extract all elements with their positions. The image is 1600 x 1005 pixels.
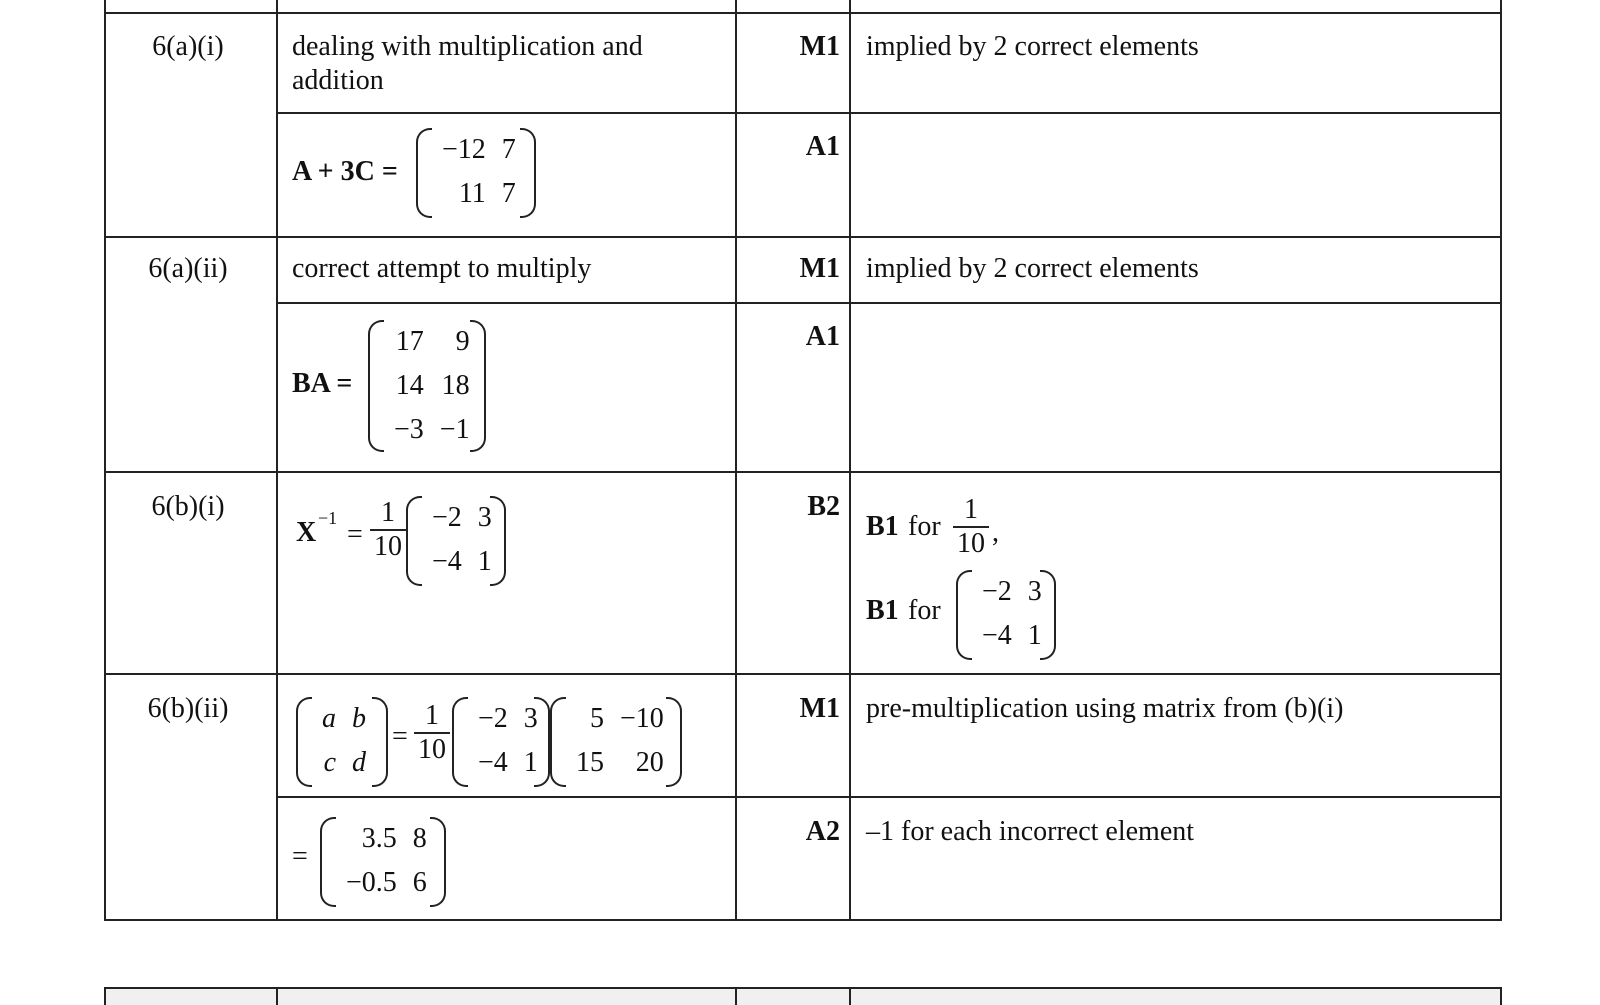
row-divider (277, 112, 1502, 114)
row-divider (277, 302, 1502, 304)
matrix-cell: 14 (395, 370, 424, 401)
right-bracket (372, 697, 388, 787)
matrix-cell: −4 (478, 747, 508, 778)
equals-sign: = (347, 519, 363, 550)
comment-text: for (908, 511, 941, 542)
left-bracket (368, 320, 384, 452)
column-divider (276, 987, 278, 1005)
matrix-cell: −10 (620, 703, 664, 734)
matrix-body (470, 697, 546, 785)
guidance-comment: implied by 2 correct elements (866, 253, 1199, 284)
matrix-cell: −2 (982, 576, 1012, 607)
matrix-body (338, 817, 435, 905)
left-bracket (416, 128, 432, 218)
question-number: 6(b)(i) (151, 491, 225, 522)
guidance-comment: implied by 2 correct elements (866, 31, 1199, 62)
row-divider (105, 236, 1502, 238)
matrix-cell: c (323, 747, 336, 778)
next-table-top-border (105, 987, 1502, 989)
row-divider (105, 673, 1502, 675)
mark-code: A2 (805, 816, 840, 847)
matrix-cell: 7 (501, 134, 516, 165)
matrix-cell: b (352, 703, 366, 734)
fraction-denominator: 10 (957, 528, 985, 559)
matrix-cell: 1 (523, 747, 538, 778)
row-divider (277, 796, 1502, 798)
matrix-cell: −4 (982, 620, 1012, 651)
question-number: 6(b)(ii) (147, 693, 229, 724)
left-bracket (452, 697, 468, 787)
fraction-denominator: 10 (418, 734, 446, 765)
fraction (370, 497, 406, 563)
method-description: dealing with multiplication and (292, 31, 643, 62)
column-divider (1500, 0, 1502, 921)
equals-sign: = (392, 721, 408, 752)
matrix-cell: −12 (442, 134, 486, 165)
column-divider (1500, 987, 1502, 1005)
matrix-cell: 20 (635, 747, 664, 778)
matrix-cell: −0.5 (346, 867, 397, 898)
left-bracket (296, 697, 312, 787)
table-bottom-border (105, 919, 1502, 921)
left-bracket (956, 570, 972, 660)
matrix-body (424, 496, 500, 584)
matrix-cell: 3 (523, 703, 538, 734)
matrix-cell: 3 (1027, 576, 1042, 607)
column-divider (849, 987, 851, 1005)
left-bracket (320, 817, 336, 907)
question-number: 6(a)(ii) (148, 253, 228, 284)
mark-code: B2 (807, 491, 840, 522)
fraction-numerator: 1 (414, 700, 450, 734)
comment-fraction (953, 494, 989, 560)
given-matrix (550, 697, 682, 787)
comment-matrix (956, 570, 1056, 660)
matrix-body (974, 570, 1050, 658)
fraction-numerator: 1 (953, 494, 989, 528)
answer-matrix (416, 128, 536, 218)
matrix-cell: 5 (590, 703, 604, 734)
unknown-matrix (296, 697, 388, 787)
matrix-cell: 15 (576, 747, 604, 778)
question-number: 6(a)(i) (152, 31, 224, 62)
mark-code: M1 (799, 693, 840, 724)
comment-text: for (908, 595, 941, 626)
row-divider (105, 471, 1502, 473)
matrix-cell: 8 (412, 823, 427, 854)
mark-code: A1 (805, 131, 840, 162)
method-description: correct attempt to multiply (292, 253, 592, 284)
comment-mark-code: B1 (866, 511, 899, 542)
fraction-numerator: 1 (370, 497, 406, 531)
answer-expression: X (296, 517, 317, 548)
next-table-header (105, 988, 1502, 1005)
inverse-matrix (452, 697, 550, 787)
column-divider (104, 0, 106, 921)
matrix-cell: a (322, 703, 336, 734)
matrix-cell: 6 (412, 867, 427, 898)
matrix-cell: 7 (501, 178, 516, 209)
equals-sign: = (292, 841, 308, 872)
answer-matrix (368, 320, 486, 452)
matrix-cell: 3 (477, 502, 492, 533)
matrix-body (386, 320, 478, 452)
fraction (414, 700, 450, 766)
comment-comma: , (992, 517, 999, 548)
fraction-denominator: 10 (374, 531, 402, 562)
matrix-cell: 3.5 (361, 823, 397, 854)
matrix-cell: −2 (432, 502, 462, 533)
answer-matrix (406, 496, 506, 586)
comment-mark-code: B1 (866, 595, 899, 626)
mark-code: A1 (805, 321, 840, 352)
matrix-cell: −2 (478, 703, 508, 734)
matrix-body (434, 128, 524, 216)
matrix-cell: d (352, 747, 366, 778)
method-description: addition (292, 65, 384, 96)
matrix-cell: −4 (432, 546, 462, 577)
guidance-comment: –1 for each incorrect element (866, 816, 1195, 847)
column-divider (849, 0, 851, 921)
matrix-cell: 1 (1027, 620, 1042, 651)
inverse-superscript: −1 (318, 508, 338, 528)
answer-expression: BA = (292, 368, 353, 399)
matrix-cell: 1 (477, 546, 492, 577)
left-bracket (406, 496, 422, 586)
column-divider (104, 987, 106, 1005)
matrix-cell: −1 (439, 414, 470, 445)
matrix-cell: 9 (455, 326, 470, 357)
guidance-comment: pre-multiplication using matrix from (b)(i) (866, 693, 1344, 724)
column-divider (735, 987, 737, 1005)
mark-code: M1 (799, 31, 840, 62)
matrix-cell: 18 (441, 370, 470, 401)
matrix-cell: 11 (458, 178, 486, 209)
answer-expression: A + 3C = (292, 156, 398, 187)
answer-matrix (320, 817, 446, 907)
column-divider (276, 0, 278, 921)
table-top-border (105, 12, 1502, 14)
left-bracket (550, 697, 566, 787)
matrix-cell: 17 (395, 326, 424, 357)
mark-code: M1 (799, 253, 840, 284)
matrix-body (314, 697, 374, 785)
matrix-cell: −3 (394, 414, 424, 445)
matrix-body (568, 697, 672, 785)
